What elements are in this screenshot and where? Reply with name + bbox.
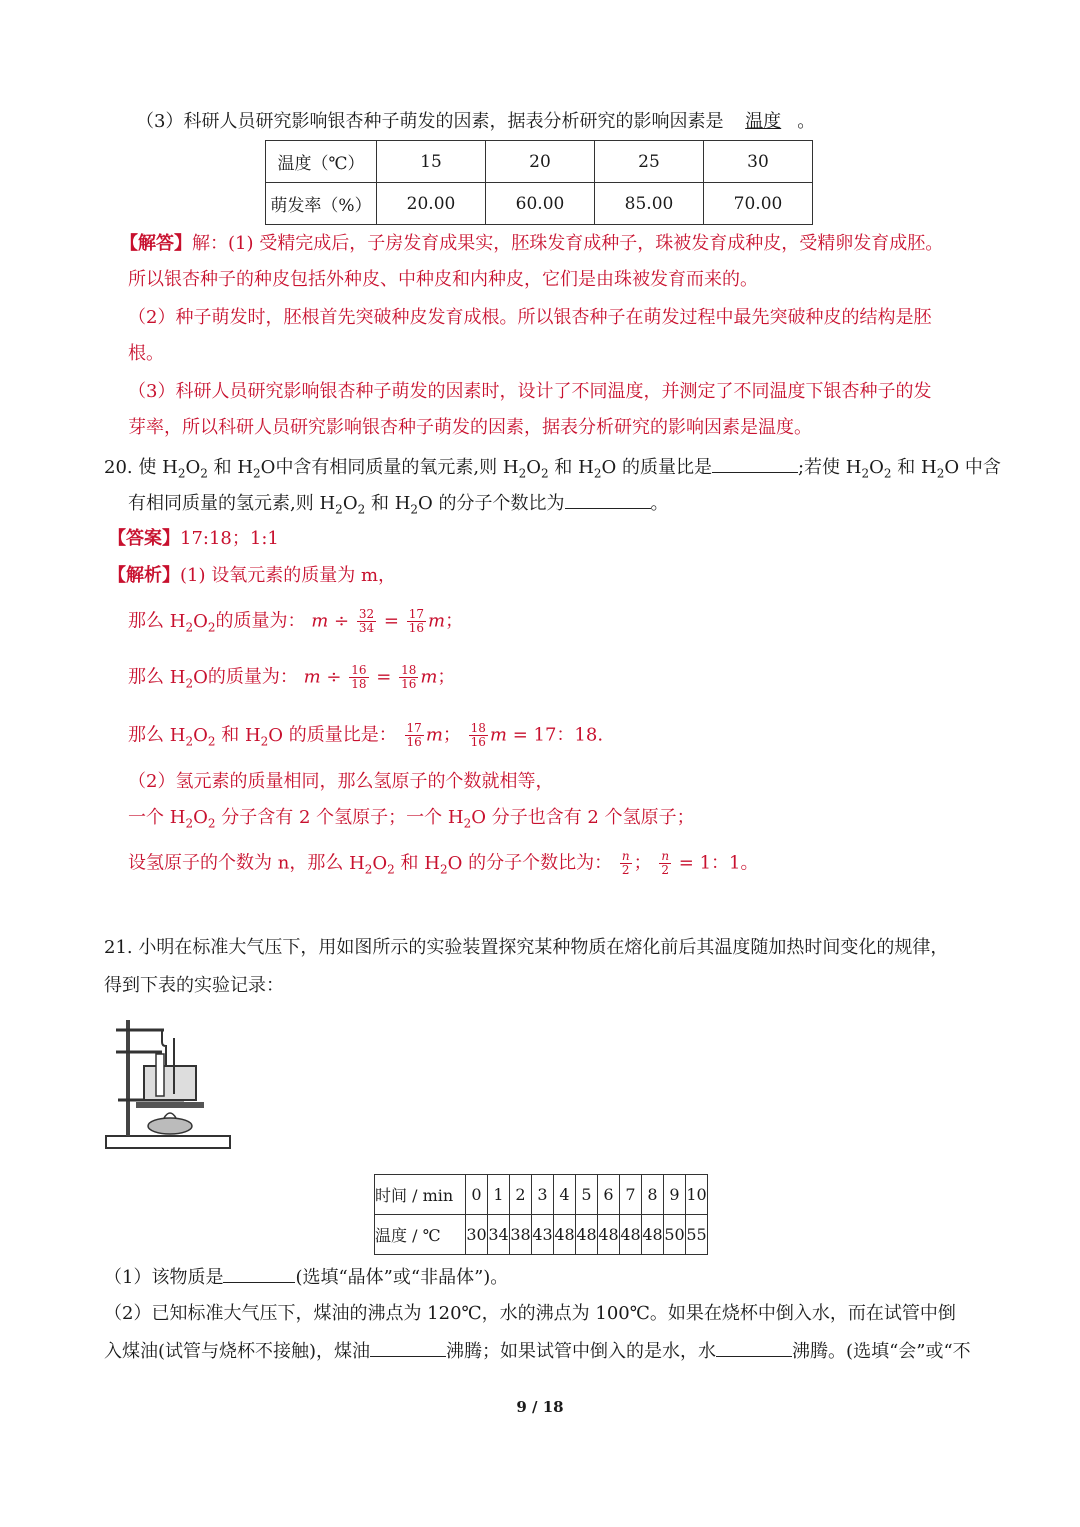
page-number: 9 / 18 — [516, 1398, 564, 1416]
q21-blank-1[interactable] — [223, 1264, 295, 1283]
q20-line1: 20. 使 $H_2O_2$ 和 $H_2O$中含有相同质量的氧元素,则 $H_2O_2$ 和 $H_2O$ 的质量比是 ;若使 $H_2O_2$ 和 $H_2O$ 中含 — [104, 454, 1001, 486]
q21-blank-2[interactable] — [370, 1338, 446, 1357]
q20-analysis-4: 那么 $H_2O_2$ 和 $H_2O$ 的质量比是： $\frac{17}{16}$ m； $\frac{18}{16}$ m = 17：18. — [128, 721, 604, 749]
q21-sub2-line2: 入煤油(试管与烧杯不接触)，煤油 沸腾；如果试管中倒入的是水，水 沸腾。(选填“会”或“不 — [104, 1338, 971, 1364]
heating-apparatus-illustration — [104, 1014, 234, 1154]
analysis19-line6: 芽率，所以科研人员研究影响银杏种子萌发的因素，据表分析研究的影响因素是温度。 — [128, 417, 812, 438]
q21-blank-3[interactable] — [716, 1338, 792, 1357]
q20-blank-1[interactable] — [712, 454, 798, 473]
germination-table: 温度（℃） 15 20 25 30 萌发率（%） 20.00 60.00 85.00 70.00 — [265, 140, 813, 225]
h2o: $H_2O$ — [244, 724, 284, 749]
analysis19-line1: 【解答】解：(1) 受精完成后，子房发育成果实，胚珠发育成种子，珠被发育成种皮，受精卵发育成胚。 — [120, 233, 944, 254]
q20-line2: 有相同质量的氢元素,则 $H_2O_2$ 和 $H_2O$ 的分子个数比为 。 — [128, 490, 669, 522]
q20-analysis-1: 【解析】(1) 设氧元素的质量为 m， — [108, 565, 397, 586]
h2o: $H_2O$ — [169, 666, 208, 691]
q21-line1: 21. 小明在标准大气压下，用如图所示的实验装置探究某种物质在熔化前后其温度随加热时间变化的规律， — [104, 937, 949, 958]
h2o2: $H_2O_2$ — [349, 852, 395, 877]
h2o: $H_2O$ — [578, 457, 617, 481]
q20-analysis-3: 那么 $H_2O$的质量为： m ÷ $\frac{16}{18}$ = $\frac{18}{16}$ m； — [128, 663, 456, 691]
h2o2: $H_2O_2$ — [319, 493, 366, 517]
h2o2: $H_2O_2$ — [845, 457, 892, 481]
h2o: $H_2O$ — [447, 807, 486, 831]
q19-3-answer: 温度 — [745, 111, 782, 132]
analysis19-line5: （3）科研人员研究影响银杏种子萌发的因素时，设计了不同温度，并测定了不同温度下银杏种子的发 — [128, 381, 932, 402]
q20-analysis-6: 一个 $H_2O_2$ 分子含有 2 个氢原子；一个 $H_2O$ 分子也含有 2 个氢原子； — [128, 807, 695, 831]
analysis19-line3: （2）种子萌发时，胚根首先突破种皮发育成根。所以银杏种子在萌发过程中最先突破种皮的结构是胚 — [128, 307, 932, 328]
h2o: $H_2O$ — [237, 457, 276, 481]
h2o: $H_2O$ — [424, 852, 463, 877]
q21-sub2-line1: （2）已知标准大气压下，煤油的沸点为 120℃，水的沸点为 100℃。如果在烧杯中倒入水，而在试管中倒 — [104, 1303, 956, 1324]
analysis19-line4: 根。 — [128, 343, 164, 364]
q21-sub1: （1）该物质是 (选填“晶体”或“非晶体”)。 — [104, 1264, 508, 1290]
h2o2: $H_2O_2$ — [169, 807, 216, 831]
h2o2: $H_2O_2$ — [169, 724, 216, 749]
q20-blank-2[interactable] — [565, 490, 651, 509]
q20-analysis-5: （2）氢元素的质量相同，那么氢原子的个数就相等， — [128, 771, 554, 792]
q20-answer: 【答案】17:18；1:1 — [108, 528, 279, 549]
analysis19-line2: 所以银杏种子的种皮包括外种皮、中种皮和内种皮，它们是由珠被发育而来的。 — [128, 269, 758, 290]
heating-table: 时间 / min 0 1 2 3 4 5 6 7 8 9 10 温度 / ℃ 30 34 38 43 48 48 48 48 48 50 55 — [374, 1174, 708, 1255]
h2o2: $H_2O_2$ — [162, 457, 208, 481]
q21-line2: 得到下表的实验记录： — [104, 975, 284, 996]
h2o: $H_2O$ — [921, 457, 960, 481]
h2o2: $H_2O_2$ — [169, 610, 216, 635]
q20-analysis-2: 那么 $H_2O_2$的质量为： m ÷ $\frac{32}{34}$ = $\frac{17}{16}$ m； — [128, 607, 464, 635]
q20-analysis-7: 设氢原子的个数为 n，那么 $H_2O_2$ 和 $H_2O$ 的分子个数比为： $\frac{n}{2}$ ； $\frac{n}{2}$ = 1：1。 — [128, 849, 759, 877]
q19-3-line: （3）科研人员研究影响银杏种子萌发的因素，据表分析研究的影响因素是 温度 。 — [136, 111, 816, 132]
h2o: $H_2O$ — [394, 493, 433, 517]
h2o2: $H_2O_2$ — [502, 457, 549, 481]
